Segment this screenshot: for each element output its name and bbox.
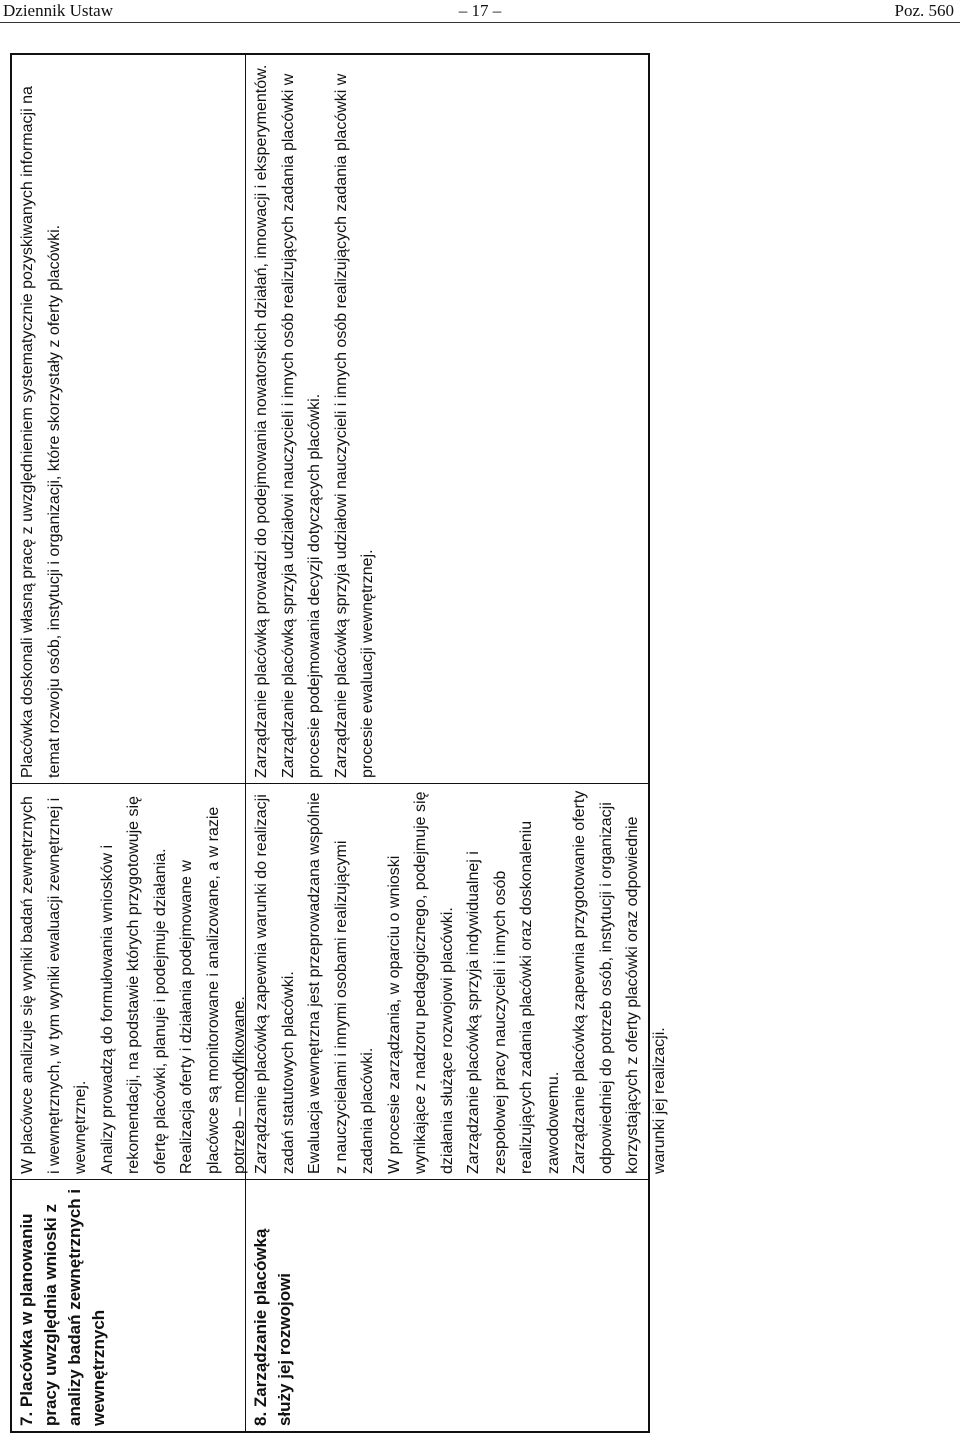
requirement-title: 8. Zarządzanie placówką służy jej rozwojowi: [251, 1228, 294, 1426]
level-d-paragraph: Zarządzanie placówką zapewnia przygotowanie oferty odpowiedniej do potrzeb osób, instytucji i organizacji korzystających z oferty placówki oraz odpowiednie warunki jej realizacji.: [571, 790, 668, 1174]
page-number: – 17 –: [458, 1, 502, 20]
level-d-paragraph: Zarządzanie placówką sprzyja indywidualnej i zespołowej pracy nauczycieli i innych osób realizujących zadania placówki oraz doskonaleniu zawodowemu.: [465, 820, 562, 1174]
level-b-paragraph: Zarządzanie placówką sprzyja udziałowi nauczycieli i innych osób realizujących zadania placówki w procesie podejmowania decyzji dotyczących placówki.: [279, 73, 323, 778]
level-d-cell: [246, 783, 668, 1179]
journal-title: Dziennik Ustaw: [3, 1, 114, 20]
level-d-paragraph: Realizacja oferty i działania podejmowane w placówce są monitorowane i analizowane, a w razie potrzeb – modyfikowane.: [178, 806, 248, 1174]
level-b-cell: [246, 55, 648, 783]
table-row: [12, 55, 246, 1431]
level-d-paragraph: W procesie zarządzania, w oparciu o wnioski wynikające z nadzoru pedagogicznego, podejmuje się działania służące rozwojowi placówki.: [385, 791, 456, 1174]
level-b-paragraph: Zarządzanie placówką prowadzi do podejmowania nowatorskich działań, innowacji i eksperymentów.: [253, 64, 270, 778]
position-number: Poz. 560: [894, 1, 954, 20]
level-b-paragraph: Zarządzanie placówką sprzyja udziałowi nauczycieli i innych osób realizujących zadania placówki w procesie ewaluacji wewnętrznej.: [332, 73, 376, 778]
level-d-paragraph: W placówce analizuje się wyniki badań zewnętrznych i wewnętrznych, w tym wyniki ewaluacji zewnętrznej i wewnętrznej.: [19, 796, 89, 1174]
page-header: [0, 0, 960, 23]
level-b-cell: [12, 55, 245, 783]
level-d-paragraph: Zarządzanie placówką zapewnia warunki do realizacji zadań statutowych placówki.: [253, 794, 297, 1174]
level-b-paragraph: Placówka doskonali własną pracę z uwzględnieniem systematycznie pozyskiwanych informacji na temat rozwoju osób, instytucji i organizacji, które skorzystały z oferty placówki.: [19, 86, 63, 778]
requirement-title: 7. Placówka w planowaniu pracy uwzględnia wnioski z analizy badań zewnętrznych i wewnętrznych: [17, 1188, 108, 1426]
level-d-cell: [12, 783, 248, 1179]
level-d-paragraph: Ewaluacja wewnętrzna jest przeprowadzana wspólnie z nauczycielami i innymi osobami realizującymi zadania placówki.: [306, 792, 376, 1174]
table-row: [246, 55, 668, 1431]
level-d-paragraph: Analizy prowadzą do formułowania wniosków i rekomendacji, na podstawie których przygotowuje się ofertę placówki, planuje i podejmuje działania.: [98, 796, 169, 1174]
requirement-cell: [12, 1179, 245, 1431]
requirement-cell: [246, 1179, 648, 1431]
requirements-table: [10, 53, 668, 1433]
